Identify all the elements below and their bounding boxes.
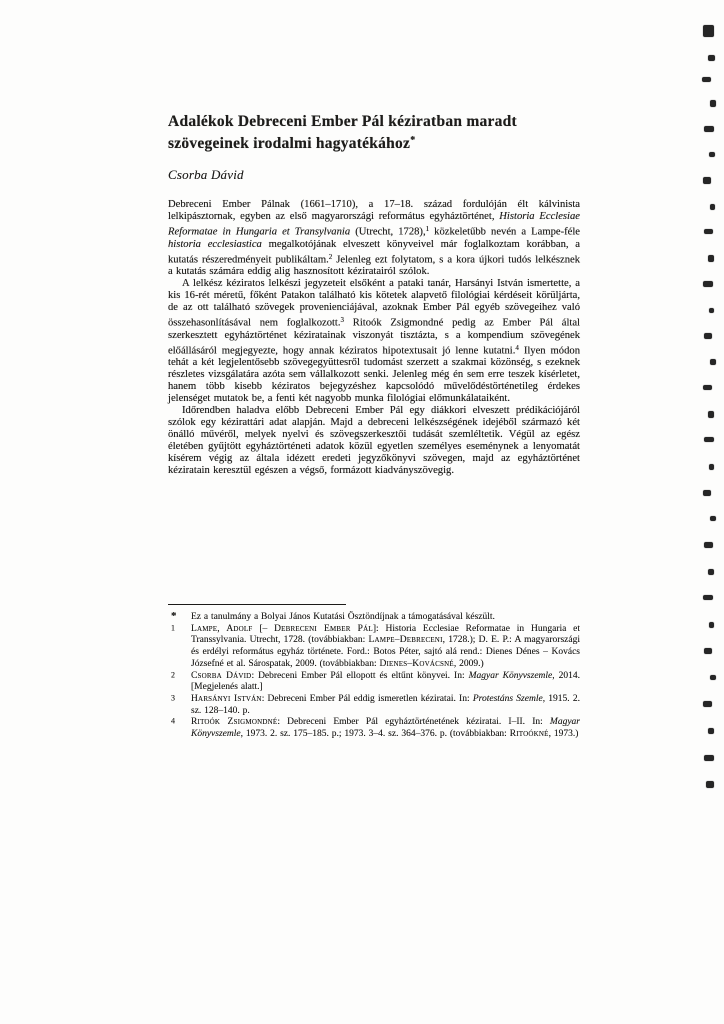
footnote-marker: 4 bbox=[171, 716, 175, 726]
footnote-text bbox=[191, 671, 580, 693]
scan-artifact-mark bbox=[704, 542, 713, 548]
footnote-marker: 1 bbox=[171, 623, 175, 633]
scan-artifact-mark bbox=[710, 675, 716, 680]
scan-artifact-mark bbox=[708, 728, 714, 734]
text-segment-italic: Magyar Könyvszemle bbox=[191, 717, 580, 740]
text-segment: , 2009.) bbox=[453, 658, 484, 669]
scan-artifact-mark bbox=[709, 308, 714, 313]
text-segment: közkeletűbb nevén a Lampe-féle bbox=[429, 226, 580, 238]
text-segment-sc: Dienes–Kovácsné bbox=[379, 658, 454, 669]
text-segment-sup: 1 bbox=[425, 225, 430, 233]
page-title-line-2-text: szövegeinek irodalmi hagyatékához bbox=[168, 135, 411, 152]
text-segment-sc: Lampe, Adolf bbox=[191, 623, 253, 634]
footnote-item bbox=[168, 624, 580, 671]
text-segment-italic: historia ecclesiastica bbox=[168, 238, 262, 250]
scan-artifact-mark bbox=[703, 701, 712, 707]
scan-artifact-mark bbox=[704, 126, 714, 132]
text-segment-sc: Csorba Dávid bbox=[191, 670, 252, 681]
body-paragraph bbox=[168, 199, 580, 278]
text-segment: Ilyen módon tehát a két legjelentősebb szövegegyüttesről tudomást szerzett a szakmai közönség, s ezeknek részletes vizsgálatára azóta sem vállalkozott senki. Jelenleg még én sem erre teszek kísérletet, hanem több kisebb kéziratos bejegyzéshez kapcsolódó művelődéstörténetileg érdekes jelenséget mutatok be, a fenti két nagyobb munka filológiai előmunkálataiként. bbox=[168, 345, 580, 404]
text-segment-sup: 2 bbox=[328, 252, 333, 261]
scan-artifact-mark bbox=[702, 77, 711, 82]
text-segment: Ez a tanulmány a Bolyai János Kutatási Ösztöndíjnak a támogatásával készült. bbox=[191, 612, 495, 622]
scan-artifact-mark bbox=[704, 755, 714, 761]
text-segment: Időrendben haladva előbb Debreceni Ember Pál egy diákkori elveszett prédikációjáról szólok egy kézirattári adat alapján. Majd a debreceni lelkészségének idejéből származó két önálló művéről, melyek nyelvi és szövegszerkesztői tudását szemléltetik. Végül az egész életében gyűjtött egyháztörténeti adatok közül egyetlen személyes eseménynek a lenyomatát kísérem végig az általa idézett eredeti jegyzőkönyvi szövegen, majd az egyháztörténet kéziratain keresztül egészen a végső, formázott kiadványszövegig. bbox=[168, 405, 580, 476]
footnote-text bbox=[191, 612, 495, 622]
scan-artifact-mark bbox=[703, 490, 711, 496]
footnote-separator-rule bbox=[168, 604, 346, 605]
text-segment: ]: Historia Ecclesiae Reformatae in Hungaria et Transsylvania. Utrecht, 1728. (továbbiakban: bbox=[191, 623, 580, 646]
text-segment: , 2014. [Megjelenés alatt.] bbox=[191, 670, 581, 693]
footnote-text bbox=[191, 717, 580, 739]
footnote-text bbox=[191, 624, 580, 669]
scan-artifact-mark bbox=[706, 781, 714, 788]
text-segment-sc: Ritoók Zsigmondné bbox=[191, 717, 278, 728]
scan-artifact-mark bbox=[708, 255, 714, 262]
footnote-marker: * bbox=[171, 610, 177, 622]
text-segment: [– bbox=[252, 623, 275, 634]
text-segment-sup: 4 bbox=[515, 343, 519, 352]
text-segment-sc: Harsányi István bbox=[191, 693, 262, 704]
scan-artifact-mark bbox=[703, 25, 714, 37]
page-title-line-2 bbox=[168, 131, 580, 153]
scan-artifact-mark bbox=[704, 648, 712, 654]
scan-artifact-mark bbox=[708, 411, 714, 418]
scan-artifact-mark bbox=[709, 464, 714, 470]
text-segment: , 1973.) bbox=[548, 729, 579, 740]
page-title bbox=[168, 112, 580, 153]
scan-artifact-mark bbox=[704, 437, 714, 442]
text-segment: : Debreceni Ember Pál eddig ismeretlen kéziratai. In: bbox=[261, 693, 473, 704]
footnote-marker: 2 bbox=[171, 670, 175, 680]
scan-artifact-mark bbox=[709, 622, 714, 628]
text-segment: megalkotójának elveszett könyveivel már foglalkoztam korábban, a kutatás részeredményeit publikáltam. bbox=[168, 238, 581, 265]
footnote-item bbox=[168, 717, 580, 740]
scan-artifact-mark bbox=[704, 333, 712, 339]
footnotes-section bbox=[168, 604, 580, 741]
footnote-marker: 3 bbox=[171, 693, 175, 703]
footnote-item bbox=[168, 671, 580, 694]
scan-artifact-mark bbox=[708, 55, 715, 61]
text-segment: Debreceni Ember Pálnak (1661–1710), a 17–18. század fordulóján élt kálvinista lelkipásztornak, egyben az első magyarországi református egyháztörténet, bbox=[168, 199, 580, 222]
text-segment-sc: Ritoókné bbox=[509, 729, 549, 740]
text-segment: , 1728.); D. E. P.: A magyarországi és erdélyi református egyház története. Ford.: Botos Péter, sajtó alá rend.: Dienes Dénes – Kovács Józsefné et al. Sárospatak, 2009. (továbbiakban: bbox=[191, 635, 580, 669]
title-footnote-asterisk: * bbox=[410, 135, 416, 146]
text-segment: (Utrecht, 1728), bbox=[350, 226, 426, 238]
body-paragraphs bbox=[168, 199, 580, 477]
scan-artifact-mark bbox=[709, 152, 715, 157]
scan-artifact-mark bbox=[710, 204, 715, 210]
text-segment-italic: Magyar Könyvszemle bbox=[468, 670, 553, 681]
text-segment: : Debreceni Ember Pál ellopott és eltűnt könyvei. In: bbox=[251, 670, 469, 681]
body-paragraph bbox=[168, 405, 580, 477]
scan-artifact-mark bbox=[710, 516, 716, 521]
scan-artifact-mark bbox=[703, 177, 711, 184]
text-segment: Ritoók Zsigmondné pedig az Ember Pál által szerkesztett egyháztörténet kéziratainak viszonyát tisztázta, s a kompendium szövegének előállásáról megjegyezte, hogy annak kéziratos hipotextusait jó lenne kutatni. bbox=[168, 317, 580, 356]
text-segment: , 1973. 2. sz. 175–185. p.; 1973. 3–4. sz. 364–376. p. (továbbiakban: bbox=[240, 729, 510, 740]
text-segment-sup: 3 bbox=[340, 316, 345, 324]
text-column bbox=[168, 112, 580, 477]
text-segment-sc: Lampe–Debreceni bbox=[368, 635, 443, 646]
text-segment: : Debreceni Ember Pál egyháztörténetének kéziratai. I–II. In: bbox=[277, 717, 550, 728]
text-segment-sc: Debreceni Ember Pál bbox=[274, 623, 373, 634]
scan-artifact-mark bbox=[710, 359, 716, 365]
author-name: Csorba Dávid bbox=[168, 167, 244, 182]
scan-artifact-mark bbox=[704, 229, 713, 234]
footnote-text bbox=[191, 694, 580, 716]
page-title-line-1: Adalékok Debreceni Ember Pál kéziratban maradt bbox=[168, 113, 517, 130]
footnote-item bbox=[168, 612, 580, 624]
text-segment: Jelenleg ezt folytatom, s a kora újkori tudós lelkésznek a kutatás számára eddig alig hasznosított kéziratairól szólok. bbox=[168, 254, 580, 277]
body-paragraph bbox=[168, 278, 580, 405]
footnote-item bbox=[168, 694, 580, 717]
text-segment: , 1915. 2. sz. 128–140. p. bbox=[191, 693, 580, 716]
footnote-list bbox=[168, 612, 580, 741]
scan-artifact-mark bbox=[708, 569, 714, 575]
text-segment-italic: Historia Ecclesiae Reformatae in Hungaria et Transylvania bbox=[168, 211, 580, 238]
scan-artifact-mark bbox=[703, 281, 713, 287]
scan-artifact-mark bbox=[703, 595, 713, 600]
scan-artifact-mark bbox=[703, 385, 712, 390]
scan-artifact-mark bbox=[710, 100, 716, 107]
text-segment: A lelkész kéziratos lelkészi jegyzeteit elsőként a pataki tanár, Harsányi István ismertette, a kis 16-rét méretű, főként Patakon található kis kötetek alapvető filológiai kérdéseit körüljárta, de az ott található szövegek provenienciájával, azoknak Ember Pál egyéb szövegeihez való összehasonlításával nem foglalkozott. bbox=[168, 278, 580, 329]
text-segment-italic: Protestáns Szemle bbox=[472, 693, 543, 704]
